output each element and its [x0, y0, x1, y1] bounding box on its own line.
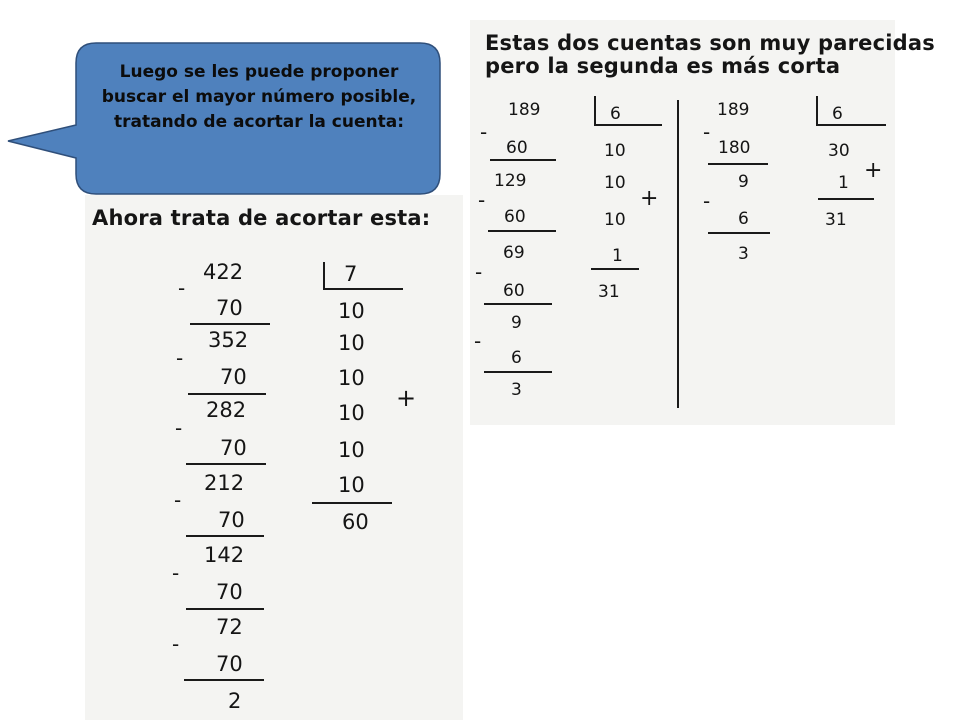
remainder: 129 — [494, 171, 527, 191]
minus-sign: - — [703, 189, 711, 213]
minus-sign: - — [175, 416, 183, 440]
minus-sign: - — [176, 346, 184, 370]
subtrahend: 70 — [220, 436, 247, 460]
subtraction-line — [490, 159, 556, 161]
minus-sign: - — [480, 120, 488, 144]
partial-quotient: 10 — [338, 401, 365, 425]
remainder: 69 — [503, 243, 525, 263]
subtraction-line — [484, 371, 552, 373]
speech-bubble-line-1: Luego se les puede proponer — [119, 62, 399, 82]
subtrahend: 70 — [216, 652, 243, 676]
plus-sign: + — [640, 186, 659, 211]
subtrahend: 180 — [718, 138, 751, 158]
partial-quotient: 30 — [828, 141, 850, 161]
remainder: 9 — [511, 313, 522, 333]
division-bracket-horizontal — [323, 288, 403, 290]
partial-quotient: 10 — [338, 299, 365, 323]
divisor: 6 — [832, 104, 843, 124]
subtraction-line — [186, 463, 266, 465]
scanned-exercise-panel — [85, 195, 463, 720]
quotient-sum-line — [312, 502, 392, 504]
example-heading-line-1: Estas dos cuentas son muy parecidas — [485, 31, 935, 55]
subtraction-line — [708, 232, 770, 234]
quotient-total: 60 — [342, 510, 369, 534]
division-bracket-vertical — [323, 262, 325, 290]
plus-sign: + — [396, 384, 417, 412]
subtraction-line — [184, 679, 264, 681]
remainder: 212 — [204, 471, 245, 495]
dividend: 189 — [508, 100, 541, 120]
subtraction-line — [484, 303, 552, 305]
quotient-sum-line — [591, 268, 639, 270]
subtrahend: 60 — [503, 281, 525, 301]
example-heading-line-2: pero la segunda es más corta — [485, 54, 841, 78]
partial-quotient: 10 — [338, 438, 365, 462]
partial-quotient: 10 — [338, 366, 365, 390]
division-bracket-vertical — [816, 96, 818, 126]
subtraction-line — [488, 230, 556, 232]
subtrahend: 6 — [511, 348, 522, 368]
subtraction-line — [190, 323, 270, 325]
division-bracket-horizontal — [594, 124, 662, 126]
dividend: 189 — [717, 100, 750, 120]
remainder: 352 — [208, 328, 249, 352]
partial-quotient: 10 — [604, 210, 626, 230]
subtraction-line — [186, 535, 264, 537]
partial-quotient: 10 — [338, 473, 365, 497]
division-bracket-vertical — [594, 96, 596, 126]
subtrahend: 70 — [216, 296, 243, 320]
subtraction-line — [188, 393, 266, 395]
partial-quotient: 1 — [612, 246, 623, 266]
minus-sign: - — [703, 120, 711, 144]
subtrahend: 70 — [218, 508, 245, 532]
subtrahend: 70 — [220, 365, 247, 389]
vertical-separator — [677, 100, 679, 408]
subtraction-line — [708, 163, 768, 165]
divisor: 6 — [610, 104, 621, 124]
remainder: 142 — [204, 543, 245, 567]
subtraction-line — [186, 608, 264, 610]
subtrahend: 60 — [504, 207, 526, 227]
remainder: 3 — [511, 380, 522, 400]
minus-sign: - — [172, 632, 180, 656]
remainder: 9 — [738, 172, 749, 192]
minus-sign: - — [172, 561, 180, 585]
minus-sign: - — [174, 488, 182, 512]
division-bracket-horizontal — [816, 124, 886, 126]
partial-quotient: 10 — [604, 173, 626, 193]
speech-bubble-line-2: buscar el mayor número posible, — [101, 87, 417, 107]
exercise-heading: Ahora trata de acortar esta: — [92, 206, 431, 230]
subtrahend: 70 — [216, 580, 243, 604]
divisor: 7 — [344, 262, 358, 286]
dividend: 422 — [203, 260, 244, 284]
partial-quotient: 1 — [838, 173, 849, 193]
quotient-total: 31 — [598, 282, 620, 302]
subtrahend: 60 — [506, 138, 528, 158]
remainder: 3 — [738, 244, 749, 264]
plus-sign: + — [864, 158, 883, 183]
minus-sign: - — [475, 260, 483, 284]
minus-sign: - — [478, 188, 486, 212]
minus-sign: - — [474, 329, 482, 353]
quotient-total: 31 — [825, 210, 847, 230]
subtrahend: 6 — [738, 209, 749, 229]
speech-bubble-line-3: tratando de acortar la cuenta: — [113, 112, 404, 132]
partial-quotient: 10 — [338, 331, 365, 355]
quotient-sum-line — [818, 198, 874, 200]
remainder: 2 — [228, 689, 242, 713]
partial-quotient: 10 — [604, 141, 626, 161]
speech-bubble-text — [80, 60, 438, 135]
remainder: 282 — [206, 398, 247, 422]
minus-sign: - — [178, 276, 186, 300]
remainder: 72 — [216, 615, 243, 639]
